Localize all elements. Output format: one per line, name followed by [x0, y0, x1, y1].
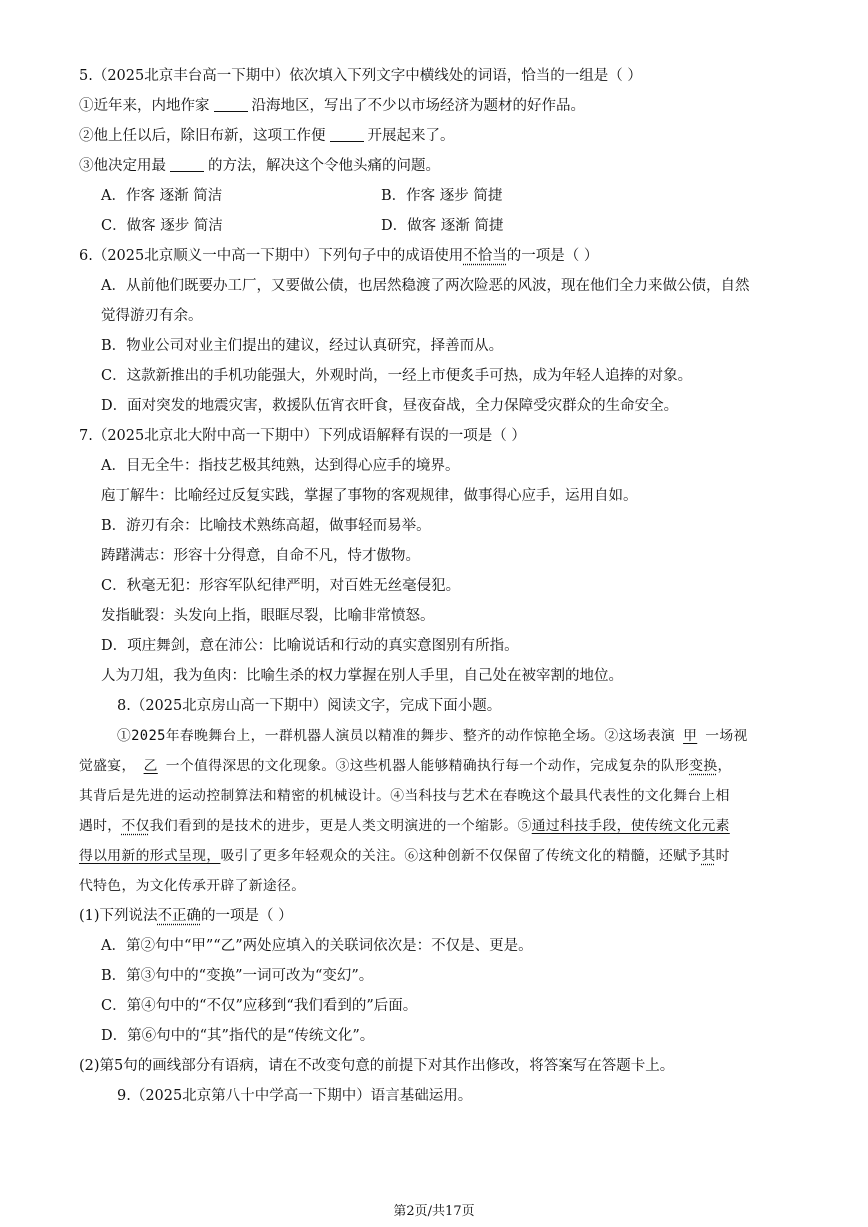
q8-p2-end: ，	[717, 758, 732, 774]
q9-stem: 9.（2025北京第八十中学高一下期中）语言基础运用。	[117, 1088, 473, 1104]
page-number: 第2页/共17页	[393, 1204, 475, 1219]
q8-stem: 8.（2025北京房山高一下期中）阅读文字，完成下面小题。	[117, 698, 502, 714]
q5-s1-pre: ①近年来，内地作家	[79, 98, 210, 114]
q8-sub1-emphasis: 不正确	[157, 908, 202, 924]
q8-passage-line-1	[117, 726, 748, 746]
q7-option-a-2: 庖丁解牛：比喻经过反复实践，掌握了事物的客观规律，做事得心应手，运用自如。	[101, 488, 638, 504]
q5-s1-post: 沿海地区，写出了不少以市场经济为题材的好作品。	[251, 98, 585, 114]
q8-blank-jia: 甲	[683, 728, 698, 744]
q8-sub2-stem: (2)第5句的画线部分有语病，请在不改变句意的前提下对其作出修改，将答案写在答题卡上。	[79, 1058, 675, 1074]
q8-p4-pre: 遇时，	[79, 818, 122, 834]
q8-underlined-sentence-1: 通过科技手段，使传统文化元素	[531, 818, 730, 834]
q8-underlined-sentence-2: 得以用新的形式呈现，	[79, 848, 221, 864]
q5-s3-post: 的方法，解决这个令他头痛的问题。	[208, 158, 440, 174]
q8-p2-pre: 觉盛宴，	[79, 758, 136, 774]
q6-option-c: C．这款新推出的手机功能强大，外观时尚，一经上市便炙手可热，成为年轻人追捧的对象。	[101, 368, 693, 384]
q5-blank-3	[170, 157, 204, 172]
q5-sentence-2	[79, 126, 455, 146]
q8-passage-line-2	[79, 756, 732, 776]
q8-p5-end: 时	[715, 848, 730, 864]
q7-option-c-2: 发指眦裂：头发向上指，眼眶尽裂，比喻非常愤怒。	[101, 608, 435, 624]
q5-option-b: B．作客 逐步 简捷	[381, 188, 503, 204]
q5-blank-2	[330, 127, 364, 142]
q5-s2-post: 开展起来了。	[367, 128, 455, 144]
q8-passage-line-4	[79, 816, 730, 836]
q5-option-c: C．做客 逐步 简洁	[101, 218, 223, 234]
q8-option-d: D．第⑥句中的“其”指代的是“传统文化”。	[101, 1028, 375, 1044]
q5-option-a: A．作客 逐渐 简洁	[101, 188, 223, 204]
q8-p1-end: 一场视	[705, 728, 748, 744]
q6-option-d: D．面对突发的地震灾害，救援队伍宵衣旰食，昼夜奋战，全力保障受灾群众的生命安全。	[101, 398, 679, 414]
q6-option-b: B．物业公司对业主们提出的建议，经过认真研究，择善而从。	[101, 338, 504, 354]
q8-p5-post: 吸引了更多年轻观众的关注。⑥这种创新不仅保留了传统文化的精髓，还赋予	[220, 848, 702, 864]
q5-option-d: D．做客 逐渐 简捷	[381, 218, 504, 234]
q7-option-d-1: D．项庄舞剑，意在沛公：比喻说话和行动的真实意图别有所指。	[101, 638, 519, 654]
q8-option-a: A．第②句中“甲”“乙”两处应填入的关联词依次是：不仅是、更是。	[101, 938, 533, 954]
q8-sub1-stem	[79, 906, 293, 926]
q6-stem	[79, 246, 598, 266]
q7-stem: 7.（2025北京北大附中高一下期中）下列成语解释有误的一项是（ ）	[79, 428, 526, 444]
q7-option-b-1: B．游刃有余：比喻技术熟练高超，做事轻而易举。	[101, 518, 431, 534]
q6-option-a-line1: A．从前他们既要办工厂，又要做公债，也居然稳渡了两次险恶的风波，现在他们全力来做公债，自然	[101, 278, 750, 294]
q8-sub1-pre: (1)下列说法	[79, 908, 158, 924]
q5-sentence-3	[79, 156, 440, 176]
q6-stem-post: 的一项是（ ）	[506, 248, 599, 264]
q6-stem-pre: 6.（2025北京顺义一中高一下期中）下列句子中的成语使用	[79, 248, 464, 264]
q5-s3-pre: ③他决定用最	[79, 158, 166, 174]
q7-option-d-2: 人为刀俎，我为鱼肉：比喻生杀的权力掌握在别人手里，自己处在被宰割的地位。	[101, 668, 623, 684]
q8-p4-mid: 我们看到的是技术的进步，更是人类文明演进的一个缩影。⑤	[149, 818, 532, 834]
q8-blank-yi: 乙	[143, 758, 158, 774]
q8-sub1-post: 的一项是（ ）	[201, 908, 293, 924]
q8-p2-post: 一个值得深思的文化现象。③这些机器人能够精确执行每一个动作，完成复杂的队形	[165, 758, 690, 774]
q8-passage-line-5	[79, 846, 730, 866]
q8-passage-line-6: 代特色，为文化传承开辟了新途径。	[79, 878, 306, 894]
q7-option-b-2: 踌躇满志：形容十分得意，自命不凡，恃才傲物。	[101, 548, 420, 564]
q8-option-c: C．第④句中的“不仅”应移到“我们看到的”后面。	[101, 998, 418, 1014]
q5-stem: 5.（2025北京丰台高一下期中）依次填入下列文字中横线处的词语，恰当的一组是（ ）	[79, 68, 642, 84]
q8-option-b: B．第③句中的“变换”一词可改为“变幻”。	[101, 968, 374, 984]
q6-stem-emphasis: 不恰当	[463, 248, 507, 264]
q5-blank-1	[214, 97, 248, 112]
q8-p4-emphasis: 不仅	[121, 818, 150, 834]
q8-passage-line-3: 其背后是先进的运动控制算法和精密的机械设计。④当科技与艺术在春晚这个最具代表性的文化舞台上相	[79, 788, 730, 804]
q5-s2-pre: ②他上任以后，除旧布新，这项工作便	[79, 128, 326, 144]
q8-p2-emphasis: 变换	[689, 758, 718, 774]
q5-sentence-1	[79, 96, 585, 116]
q8-p5-emphasis: 其	[701, 848, 716, 864]
q7-option-a-1: A．目无全牛：指技艺极其纯熟，达到得心应手的境界。	[101, 458, 460, 474]
q7-option-c-1: C．秋毫无犯：形容军队纪律严明，对百姓无丝毫侵犯。	[101, 578, 461, 594]
q6-option-a-line2: 觉得游刃有余。	[101, 308, 203, 324]
q8-p1-text: ①2025年春晚舞台上，一群机器人演员以精准的舞步、整齐的动作惊艳全场。②这场表演	[117, 728, 676, 744]
